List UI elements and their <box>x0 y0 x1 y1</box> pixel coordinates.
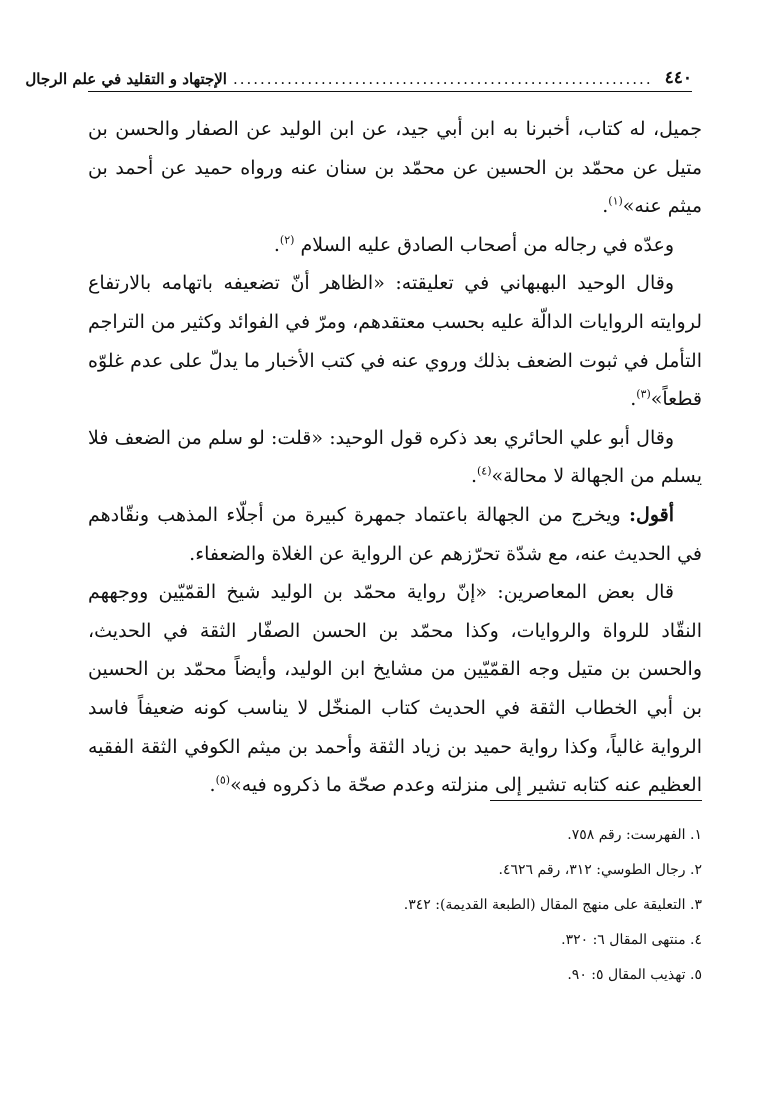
paragraph-text: وقال أبو علي الحائري بعد ذكره قول الوحيد: «قلت: لو سلم من الضعف فلا يسلم من الجهالة لا محالة» <box>88 426 702 488</box>
paragraph-5 <box>88 496 702 573</box>
paragraph-3 <box>88 264 702 418</box>
footnote-ref[interactable]: (٤) <box>476 465 492 479</box>
footnote-2: ٢. رجال الطوسي: ٣١٢، رقم ٤٦٢٦. <box>498 862 702 878</box>
footnote-separator <box>490 800 702 801</box>
footnote-ref[interactable]: (١) <box>608 194 623 208</box>
paragraph-text: وقال الوحيد البهبهاني في تعليقته: «الظاهر أنّ تضعيفه باتهامه بالارتفاع لروايته الروايات الدالّة عليه بحسب معتقدهم، ومرّ في الفوائد وكثير من التراجم التأمل في ثبوت الضعف بذلك وروي عنه في كتب الأخبار ما يدلّ على عدم غلوّه قطعاً» <box>88 272 702 411</box>
footnote-3: ٣. التعليقة على منهج المقال (الطبعة القديمة): ٣٤٢. <box>403 897 702 913</box>
paragraph-end: . <box>470 465 477 488</box>
header-leader-dots: .............................................................. <box>232 70 653 88</box>
footnote-ref[interactable]: (٥) <box>215 773 231 787</box>
paragraph-text: جميل، له كتاب، أخبرنا به ابن أبي جيد، عن ابن الوليد عن الصفار والحسن بن متيل عن محمّد بن الحسين عن محمّد بن سنان عنه ورواه حميد عن أحمد بن ميثم عنه» <box>88 118 702 218</box>
paragraph-2 <box>88 226 702 265</box>
paragraph-end: . <box>273 233 280 256</box>
paragraph-text: وعدّه في رجاله من أصحاب الصادق عليه السلام <box>300 233 674 256</box>
paragraph-end: . <box>209 774 216 797</box>
paragraph-6 <box>88 573 702 805</box>
paragraph-1 <box>88 110 702 226</box>
paragraph-text: قال بعض المعاصرين: «إنّ رواية محمّد بن الوليد شيخ القمّيّين ووجههم النقّاد للرواة والروايات، وكذا محمّد بن الحسن الصفّار الثقة في الحديث، والحسن بن متيل وجه القمّيّين من مشايخ ابن الوليد، وأيضاً محمّد بن الحسين بن أبي الخطاب الثقة في الحديث كتاب المنخّل لا يناسب كونه ضعيفاً فاسد الرواية غالياً، وكذا رواية حميد بن زياد الثقة وأحمد بن ميثم الكوفي الثقة الفقيه العظيم عنه كتابه تشير إلى منزلته وعدم صحّة ما ذكروه فيه» <box>88 581 702 797</box>
paragraph-end: . <box>602 195 609 218</box>
footnote-1: ١. الفهرست: رقم ٧٥٨. <box>567 827 702 843</box>
main-text <box>88 110 702 805</box>
footnotes <box>88 818 702 993</box>
footnote-ref[interactable]: (٣) <box>636 387 651 401</box>
footnote-ref[interactable]: (٢) <box>279 233 295 247</box>
footnote-4: ٤. منتهى المقال ٦: ٣٢٠. <box>561 932 702 948</box>
paragraph-text: ويخرج من الجهالة باعتماد جمهرة كبيرة من أجلّاء المذهب ونقّادهم في الحديث عنه، مع شدّة تحرّزهم عن الرواية عن الغلاة والضعفاء. <box>88 503 702 565</box>
paragraph-4 <box>88 419 702 496</box>
paragraph-lead: أقول: <box>629 503 674 526</box>
running-header <box>25 62 692 92</box>
book-title: الإجتهاد و التقليد في علم الرجال <box>25 70 227 88</box>
page-number: ٤٤٠ <box>664 68 692 88</box>
paragraph-end: . <box>630 388 637 411</box>
footnote-5: ٥. تهذيب المقال ٥: ٩٠. <box>567 967 702 983</box>
